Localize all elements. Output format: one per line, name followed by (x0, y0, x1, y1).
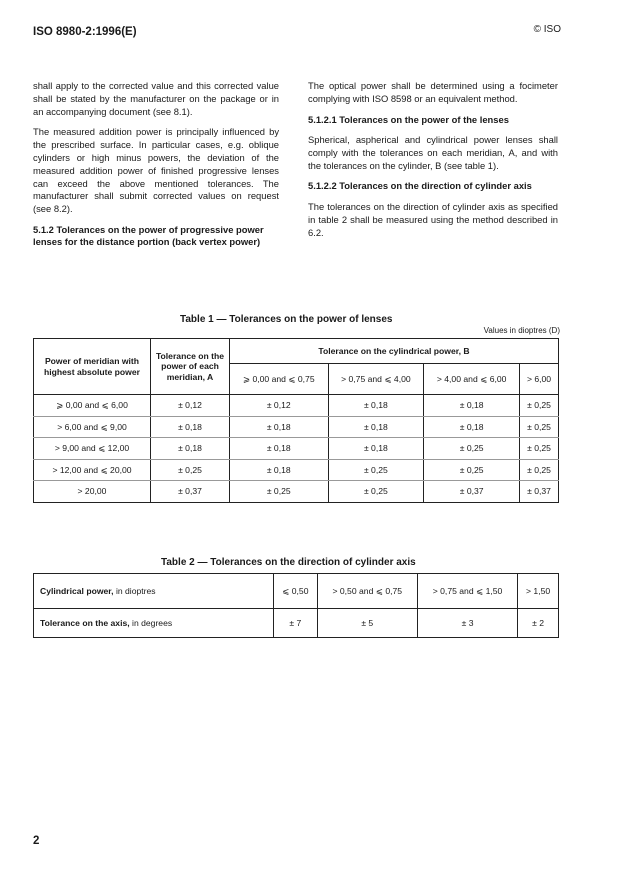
table-row (34, 416, 559, 438)
row-label-bold: Tolerance on the axis, (40, 617, 130, 628)
table1-units: Values in dioptres (D) (483, 326, 560, 335)
table-cell: ± 0,25 (520, 459, 559, 481)
document-id: ISO 8980-2:1996(E) (33, 26, 137, 38)
page-number: 2 (33, 835, 40, 847)
table1-sub-header: > 6,00 (520, 364, 559, 395)
paragraph: The measured addition power is principally influenced by the prescribed surface. In particular cases, e.g. oblique cylinders or high minus powers, the deviation of the measured addition power of finished progressive lenses can exceed the above mentioned tolerances. The manufacturer shall submit corrected values on request (see 8.2). (33, 126, 279, 215)
table-cell: > 9,00 and ⩽ 12,00 (34, 438, 151, 460)
section-heading: 5.1.2 Tolerances on the power of progressive power lenses for the distance portion (back vertex power) (33, 223, 264, 248)
table1-sub-header: ⩾ 0,00 and ⩽ 0,75 (230, 364, 329, 395)
axis-tolerance-table (33, 573, 559, 638)
table-cell: > 1,50 (518, 574, 559, 609)
right-column (308, 80, 558, 247)
table-cell: ± 0,18 (424, 416, 520, 438)
paragraph: shall apply to the corrected value and this corrected value shall be stated by the manufacturer on the package or in an accompanying document (see 8.1). (33, 80, 279, 117)
left-column (33, 80, 279, 257)
table-cell: ± 0,37 (424, 481, 520, 503)
table1-sub-header: > 0,75 and ⩽ 4,00 (328, 364, 424, 395)
tolerance-table (33, 338, 559, 503)
row-label-rest: in degrees (132, 617, 173, 628)
table-cell: ± 0,37 (520, 481, 559, 503)
table-cell: ± 0,18 (230, 438, 329, 460)
table-cell: > 20,00 (34, 481, 151, 503)
table-cell: ± 3 (417, 609, 517, 638)
table-cell: ± 0,12 (151, 395, 230, 417)
table1-caption: Table 1 — Tolerances on the power of lenses (180, 314, 393, 325)
table-cell: ± 0,18 (328, 395, 424, 417)
row-label-bold: Cylindrical power, (40, 585, 114, 596)
copyright-mark: © ISO (533, 24, 561, 35)
paragraph: Spherical, aspherical and cylindrical power lenses shall comply with the tolerances on each meridian, A, and with the tolerances on the cylinder, B (see table 1). (308, 134, 558, 171)
table-cell: ± 0,18 (151, 416, 230, 438)
row-label-rest: in dioptres (115, 585, 156, 596)
table2-caption: Table 2 — Tolerances on the direction of cylinder axis (161, 557, 416, 568)
table-cell: > 6,00 and ⩽ 9,00 (34, 416, 151, 438)
table1-group-header: Tolerance on the cylindrical power, B (230, 339, 559, 364)
table-cell: > 12,00 and ⩽ 20,00 (34, 459, 151, 481)
table-row (34, 574, 559, 609)
table-cell: ± 0,12 (230, 395, 329, 417)
table-cell: ± 0,25 (328, 459, 424, 481)
paragraph: The tolerances on the direction of cylinder axis as specified in table 2 shall be measured using the method described in 6.2. (308, 200, 558, 238)
table-cell: ± 0,25 (424, 459, 520, 481)
table-cell: ± 0,25 (151, 459, 230, 481)
table-cell: ⩾ 0,00 and ⩽ 6,00 (34, 395, 151, 417)
table-cell: ± 0,18 (230, 416, 329, 438)
table-cell: ± 0,25 (520, 438, 559, 460)
table-cell: ± 0,37 (151, 481, 230, 503)
table1-col-header: Tolerance on the power of each meridian, A (151, 339, 230, 395)
section-heading: 5.1.2.1 Tolerances on the power of the lenses (308, 113, 509, 125)
table-cell: ± 0,25 (520, 395, 559, 417)
table-cell: ± 0,18 (328, 416, 424, 438)
table-cell: ± 0,25 (424, 438, 520, 460)
table1-sub-header: > 4,00 and ⩽ 6,00 (424, 364, 520, 395)
table-cell: ± 5 (317, 609, 417, 638)
table-cell: ± 0,18 (151, 438, 230, 460)
table-row (34, 481, 559, 503)
table-cell: ± 2 (518, 609, 559, 638)
table-cell: > 0,50 and ⩽ 0,75 (317, 574, 417, 609)
table-row (34, 609, 559, 638)
table-cell: ± 0,25 (328, 481, 424, 503)
section-heading: 5.1.2.2 Tolerances on the direction of cylinder axis (308, 180, 532, 192)
table-cell: ± 0,18 (424, 395, 520, 417)
table-cell: ± 0,25 (520, 416, 559, 438)
table-cell: ⩽ 0,50 (274, 574, 318, 609)
table-cell: ± 0,25 (230, 481, 329, 503)
table-cell: ± 0,18 (328, 438, 424, 460)
table-cell: > 0,75 and ⩽ 1,50 (417, 574, 517, 609)
table1-col-header: Power of meridian with highest absolute power (34, 339, 151, 395)
table-cell: ± 0,18 (230, 459, 329, 481)
row-label (34, 609, 274, 638)
table-row (34, 438, 559, 460)
paragraph: The optical power shall be determined using a focimeter complying with ISO 8598 or an equivalent method. (308, 80, 558, 104)
table-row (34, 459, 559, 481)
row-label (34, 574, 274, 609)
table-cell: ± 7 (274, 609, 318, 638)
table-row (34, 395, 559, 417)
